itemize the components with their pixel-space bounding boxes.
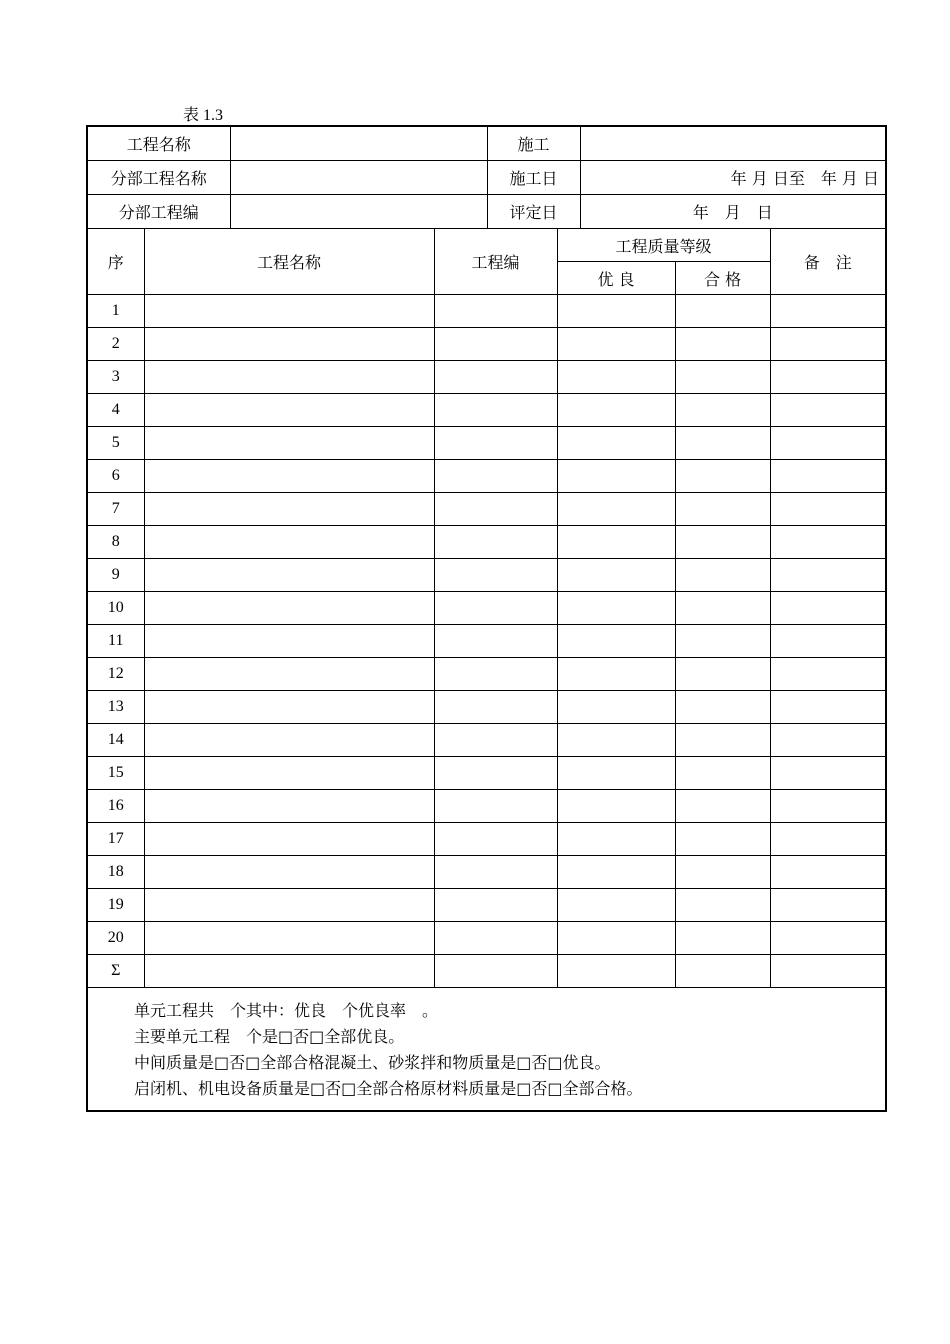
row-qualified-cell[interactable] (675, 295, 770, 328)
summary-cell (87, 988, 886, 1112)
data-rows (87, 295, 886, 988)
row-remarks-cell[interactable] (770, 955, 886, 988)
row-seq: 17 (87, 823, 144, 856)
construction-date-label: 施工日 (487, 161, 580, 195)
row-remarks-cell[interactable] (770, 394, 886, 427)
row-qualified-cell[interactable] (675, 625, 770, 658)
row-remarks-cell[interactable] (770, 691, 886, 724)
table-row (87, 328, 886, 361)
row-qualified-cell[interactable] (675, 592, 770, 625)
row-excellent-cell[interactable] (557, 889, 675, 922)
row-seq: 15 (87, 757, 144, 790)
row-excellent-cell[interactable] (557, 856, 675, 889)
row-code-cell[interactable] (434, 526, 557, 559)
table-row (87, 856, 886, 889)
row-seq: 7 (87, 493, 144, 526)
row-remarks-cell[interactable] (770, 790, 886, 823)
col-header-remarks: 备 注 (770, 229, 886, 295)
table-row (87, 724, 886, 757)
row-excellent-cell[interactable] (557, 559, 675, 592)
row-name-cell[interactable] (144, 658, 434, 691)
row-name-cell[interactable] (144, 361, 434, 394)
row-excellent-cell[interactable] (557, 592, 675, 625)
row-name-cell[interactable] (144, 955, 434, 988)
row-qualified-cell[interactable] (675, 889, 770, 922)
row-code-cell[interactable] (434, 889, 557, 922)
row-seq: 8 (87, 526, 144, 559)
row-remarks-cell[interactable] (770, 889, 886, 922)
project-name-label: 工程名称 (87, 126, 230, 161)
row-name-cell[interactable] (144, 856, 434, 889)
table-row (87, 526, 886, 559)
row-excellent-cell[interactable] (557, 625, 675, 658)
row-seq: 5 (87, 427, 144, 460)
row-seq: 13 (87, 691, 144, 724)
row-code-cell[interactable] (434, 757, 557, 790)
row-name-cell[interactable] (144, 691, 434, 724)
table-row (87, 889, 886, 922)
row-remarks-cell[interactable] (770, 658, 886, 691)
row-code-cell[interactable] (434, 493, 557, 526)
row-excellent-cell[interactable] (557, 295, 675, 328)
row-name-cell[interactable] (144, 427, 434, 460)
row-excellent-cell[interactable] (557, 427, 675, 460)
row-name-cell[interactable] (144, 526, 434, 559)
row-qualified-cell[interactable] (675, 460, 770, 493)
row-code-cell[interactable] (434, 823, 557, 856)
row-qualified-cell[interactable] (675, 922, 770, 955)
row-seq: Σ (87, 955, 144, 988)
row-remarks-cell[interactable] (770, 724, 886, 757)
row-remarks-cell[interactable] (770, 526, 886, 559)
row-seq: 19 (87, 889, 144, 922)
row-remarks-cell[interactable] (770, 361, 886, 394)
table-row (87, 691, 886, 724)
row-name-cell[interactable] (144, 559, 434, 592)
row-qualified-cell[interactable] (675, 394, 770, 427)
row-code-cell[interactable] (434, 790, 557, 823)
row-qualified-cell[interactable] (675, 757, 770, 790)
row-code-cell[interactable] (434, 460, 557, 493)
row-excellent-cell[interactable] (557, 460, 675, 493)
evaluation-date-label: 评定日 (487, 195, 580, 229)
row-name-cell[interactable] (144, 625, 434, 658)
construction-label: 施工 (487, 126, 580, 161)
row-seq: 6 (87, 460, 144, 493)
table-row (87, 394, 886, 427)
row-seq: 1 (87, 295, 144, 328)
table-row (87, 922, 886, 955)
row-remarks-cell[interactable] (770, 856, 886, 889)
division-code-field[interactable] (230, 195, 487, 229)
row-qualified-cell[interactable] (675, 361, 770, 394)
col-header-name: 工程名称 (144, 229, 434, 295)
row-qualified-cell[interactable] (675, 691, 770, 724)
row-excellent-cell[interactable] (557, 526, 675, 559)
summary-line-2: 主要单元工程 个是□否□全部优良。 (134, 1027, 405, 1046)
row-code-cell[interactable] (434, 724, 557, 757)
table-row (87, 658, 886, 691)
division-name-label: 分部工程名称 (87, 161, 230, 195)
row-excellent-cell[interactable] (557, 790, 675, 823)
row-excellent-cell[interactable] (557, 394, 675, 427)
col-header-code: 工程编 (434, 229, 557, 295)
row-remarks-cell[interactable] (770, 460, 886, 493)
col-header-quality-grade: 工程质量等级 (557, 229, 770, 262)
row-name-cell[interactable] (144, 493, 434, 526)
division-evaluation-form (86, 125, 887, 1112)
row-code-cell[interactable] (434, 559, 557, 592)
row-seq: 20 (87, 922, 144, 955)
row-remarks-cell[interactable] (770, 295, 886, 328)
row-excellent-cell[interactable] (557, 724, 675, 757)
row-excellent-cell[interactable] (557, 823, 675, 856)
row-name-cell[interactable] (144, 460, 434, 493)
row-qualified-cell[interactable] (675, 724, 770, 757)
row-code-cell[interactable] (434, 295, 557, 328)
table-row (87, 823, 886, 856)
row-excellent-cell[interactable] (557, 493, 675, 526)
table-row (87, 493, 886, 526)
col-header-excellent: 优 良 (557, 262, 675, 295)
table-caption: 表 1.3 (183, 107, 224, 124)
row-name-cell[interactable] (144, 592, 434, 625)
col-header-qualified: 合 格 (675, 262, 770, 295)
row-qualified-cell[interactable] (675, 526, 770, 559)
row-name-cell[interactable] (144, 295, 434, 328)
row-seq: 10 (87, 592, 144, 625)
row-seq: 4 (87, 394, 144, 427)
row-name-cell[interactable] (144, 823, 434, 856)
col-header-seq: 序 (87, 229, 144, 295)
row-name-cell[interactable] (144, 757, 434, 790)
row-seq: 18 (87, 856, 144, 889)
row-code-cell[interactable] (434, 394, 557, 427)
summary-line-4: 启闭机、机电设备质量是□否□全部合格原材料质量是□否□全部合格。 (134, 1079, 643, 1098)
table-row (87, 592, 886, 625)
row-excellent-cell[interactable] (557, 328, 675, 361)
row-qualified-cell[interactable] (675, 427, 770, 460)
row-code-cell[interactable] (434, 427, 557, 460)
row-name-cell[interactable] (144, 394, 434, 427)
row-remarks-cell[interactable] (770, 625, 886, 658)
row-code-cell[interactable] (434, 658, 557, 691)
row-qualified-cell[interactable] (675, 823, 770, 856)
row-name-cell[interactable] (144, 889, 434, 922)
row-code-cell[interactable] (434, 691, 557, 724)
table-row (87, 790, 886, 823)
table-row (87, 460, 886, 493)
row-remarks-cell[interactable] (770, 559, 886, 592)
row-qualified-cell[interactable] (675, 493, 770, 526)
summary-line-3: 中间质量是□否□全部合格混凝土、砂浆拌和物质量是□否□优良。 (134, 1053, 611, 1072)
row-remarks-cell[interactable] (770, 328, 886, 361)
summary-line-1: 单元工程共 个其中：优良 个优良率 。 (134, 1001, 439, 1020)
row-code-cell[interactable] (434, 856, 557, 889)
row-name-cell[interactable] (144, 790, 434, 823)
table-row (87, 559, 886, 592)
construction-field[interactable] (580, 126, 886, 161)
row-qualified-cell[interactable] (675, 658, 770, 691)
row-name-cell[interactable] (144, 922, 434, 955)
table-row (87, 361, 886, 394)
table-row (87, 955, 886, 988)
division-code-label: 分部工程编 (87, 195, 230, 229)
row-name-cell[interactable] (144, 724, 434, 757)
row-qualified-cell[interactable] (675, 328, 770, 361)
table-row (87, 757, 886, 790)
row-excellent-cell[interactable] (557, 955, 675, 988)
division-name-field[interactable] (230, 161, 487, 195)
row-excellent-cell[interactable] (557, 691, 675, 724)
row-remarks-cell[interactable] (770, 823, 886, 856)
row-name-cell[interactable] (144, 328, 434, 361)
evaluation-date-field[interactable]: 年 月 日 (580, 195, 886, 229)
row-code-cell[interactable] (434, 625, 557, 658)
row-code-cell[interactable] (434, 328, 557, 361)
row-excellent-cell[interactable] (557, 361, 675, 394)
row-seq: 11 (87, 625, 144, 658)
row-code-cell[interactable] (434, 592, 557, 625)
row-excellent-cell[interactable] (557, 922, 675, 955)
row-excellent-cell[interactable] (557, 658, 675, 691)
table-row (87, 427, 886, 460)
row-remarks-cell[interactable] (770, 592, 886, 625)
row-code-cell[interactable] (434, 922, 557, 955)
row-qualified-cell[interactable] (675, 790, 770, 823)
table-row (87, 295, 886, 328)
row-excellent-cell[interactable] (557, 757, 675, 790)
row-qualified-cell[interactable] (675, 955, 770, 988)
row-code-cell[interactable] (434, 955, 557, 988)
table-row (87, 625, 886, 658)
row-seq: 3 (87, 361, 144, 394)
row-qualified-cell[interactable] (675, 559, 770, 592)
project-name-field[interactable] (230, 126, 487, 161)
row-seq: 2 (87, 328, 144, 361)
row-seq: 9 (87, 559, 144, 592)
row-remarks-cell[interactable] (770, 493, 886, 526)
construction-date-field[interactable]: 年 月 日至 年 月 日 (580, 161, 886, 195)
row-seq: 12 (87, 658, 144, 691)
row-seq: 16 (87, 790, 144, 823)
row-remarks-cell[interactable] (770, 427, 886, 460)
row-code-cell[interactable] (434, 361, 557, 394)
row-remarks-cell[interactable] (770, 757, 886, 790)
row-remarks-cell[interactable] (770, 922, 886, 955)
row-qualified-cell[interactable] (675, 856, 770, 889)
row-seq: 14 (87, 724, 144, 757)
